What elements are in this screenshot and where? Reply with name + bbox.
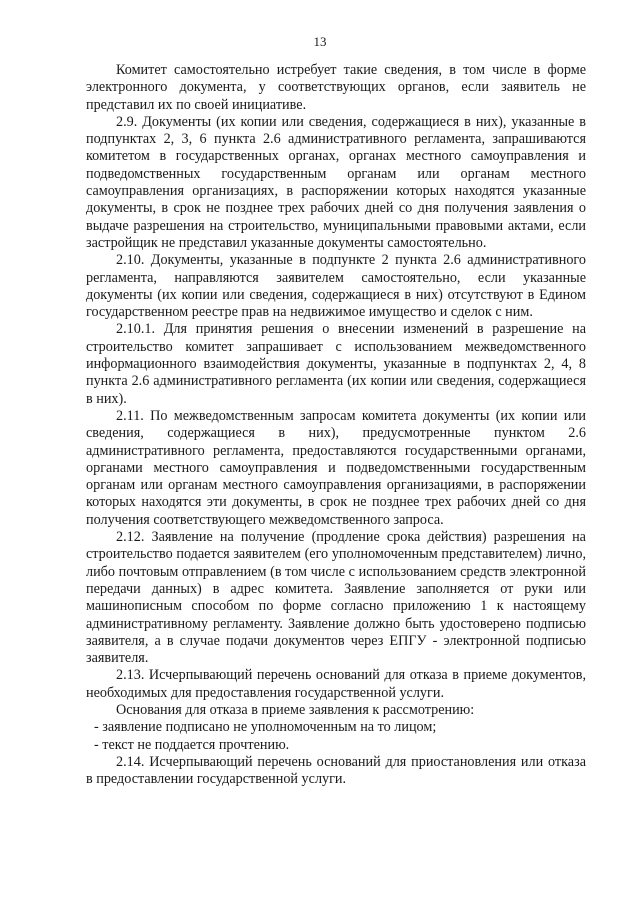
document-body	[86, 62, 586, 788]
paragraph-2-14: 2.14. Исчерпывающий перечень оснований для приостановления или отказа в предоставлении государственной услуги.	[86, 753, 586, 788]
paragraph-2-12: 2.12. Заявление на получение (продление срока действия) разрешения на строительство подается заявителем (его уполномоченным представителем) лично, либо почтовым отправлением (в том числе с использованием средств электронной передачи данных) в адрес комитета. Заявление заполняется от руки или машинописным способом по форме согласно приложению 1 к настоящему административному регламенту. Заявление должно быть удостоверено подписью заявителя, а в случае подачи документов через ЕПГУ - электронной подписью заявителя.	[86, 529, 586, 667]
paragraph-2-10: 2.10. Документы, указанные в подпункте 2 пункта 2.6 административного регламента, направляются заявителем самостоятельно, если указанные документы (их копии или сведения, содержащиеся в них) отсутствуют в Едином государственном реестре прав на недвижимое имущество и сделок с ним.	[86, 252, 586, 321]
paragraph-2-11: 2.11. По межведомственным запросам комитета документы (их копии или сведения, содержащиеся в них), предусмотренные пунктом 2.6 административного регламента, предоставляются государственными органами, органами местного самоуправления и подведомственными государственным органам или органам местного самоуправления организациями, в распоряжении которых находятся эти документы, в срок не позднее трех рабочих дней со дня получения соответствующего межведомственного запроса.	[86, 407, 586, 528]
paragraph-refusal-grounds: Основания для отказа в приеме заявления к рассмотрению:	[116, 701, 475, 718]
list-item-unauthorized-signature: - заявление подписано не уполномоченным на то лицом;	[94, 719, 437, 736]
paragraph-2-9: 2.9. Документы (их копии или сведения, содержащиеся в них), указанные в подпунктах 2, 3, 6 пункта 2.6 административного регламента, запрашиваются комитетом в государственных органах, органах местного самоуправления и подведомственных государственным органам или органам местного самоуправления организациях, в распоряжении которых находятся указанные документы, в срок не позднее трех рабочих дней со дня получения заявления о выдаче разрешения на строительство, муниципальными правовыми актами, если застройщик не представил указанные документы самостоятельно.	[86, 113, 586, 251]
paragraph-intro: Комитет самостоятельно истребует такие сведения, в том числе в форме электронного документа, у соответствующих органов, если заявитель не представил их по своей инициативе.	[86, 62, 586, 113]
paragraph-2-10-1: 2.10.1. Для принятия решения о внесении изменений в разрешение на строительство комитет запрашивает с использованием межведомственного информационного взаимодействия документы, указанные в подпунктах 2, 4, 8 пункта 2.6 административного регламента (их копии или сведения, содержащиеся в них).	[86, 321, 586, 407]
page-number: 13	[313, 34, 327, 49]
paragraph-2-13: 2.13. Исчерпывающий перечень оснований для отказа в приеме документов, необходимых для предоставления государственной услуги.	[86, 667, 586, 701]
list-item-illegible-text: - текст не поддается прочтению.	[94, 736, 290, 753]
